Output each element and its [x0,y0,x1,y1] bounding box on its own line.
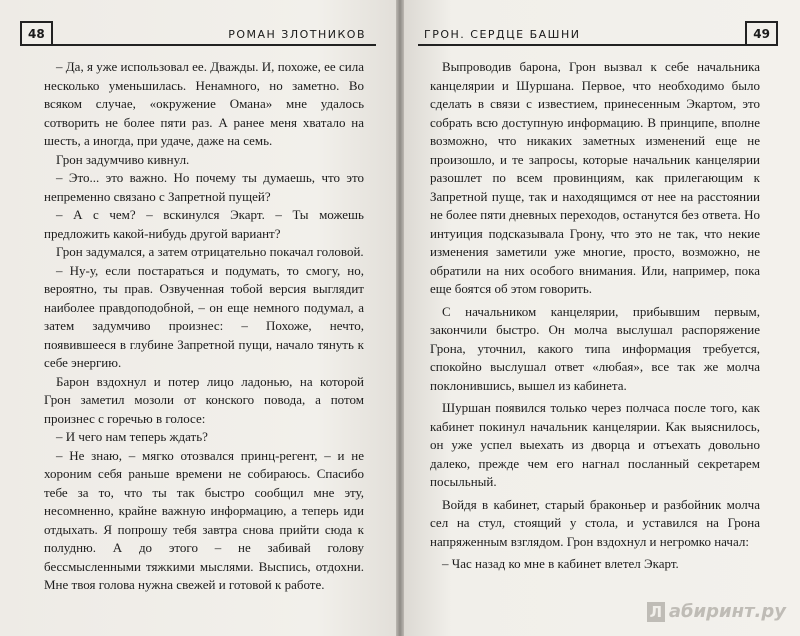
paragraph: – Это... это важно. Но почему ты думаешь, что это непременно связано с Запретной пущей? [44,170,364,204]
paragraph: – Не знаю, – мягко отозвался принц-регент, – и не хороним себя раньше времени не собираюсь. Спасибо тебе за то, что ты так быстро сообщил мне эту, несомненно, крайне важную информацию, а теперь иди отдыхать. Я попрошу тебя завтра снова прийти сюда к полудню. А до этого – не забивай голову бессмысленными тяжкими мыслями. Выспись, отдохни. Мне твоя голова нужна свежей и готовой к работе. [44,447,364,592]
paragraph: – Час назад ко мне в кабинет влетел Экарт. [442,556,679,571]
book-gutter [396,0,404,636]
paragraph: Шуршан появился только через полчаса после того, как кабинет покинул начальник канцелярии. Как выяснилось, он уже успел выехать из дворца и отъехать довольно далеко, прежде чем его нагнал посланный секретарем посыльный. [430,400,760,489]
paragraph: Войдя в кабинет, старый браконьер и разбойник молча сел на стул, стоящий у стола, и уставился на Грона напряженным взглядом. Грон вздохнул и негромко начал: [430,496,760,549]
labirint-watermark [647,601,786,622]
paragraph: С начальником канцелярии, прибывшим первым, закончили быстро. Он молча выслушал распоряжение Грона, уточнил, какого типа информация требуется, спокойно выслушал ответ «любая», все так же молча поклонившись, вышел из кабинета. [430,303,760,393]
right-page [404,0,800,636]
right-page-number: 49 [745,21,778,44]
paragraph: Грон задумчиво кивнул. [56,151,190,167]
right-page-text [430,58,760,574]
left-running-title: РОМАН ЗЛОТНИКОВ [228,28,366,41]
left-page-header [20,18,376,46]
paragraph: Грон задумался, а затем отрицательно покачал головой. [56,244,364,259]
paragraph: Выпроводив барона, Грон вызвал к себе начальника канцелярии и Шуршана. Первое, что необходимо было сделать в связи с известием, принесенным Экартом, это собрать всю доступную информацию. В принципе, вполне возможно, что никаких заметных изменений еще не произошло, и те запросы, которые начальник канцелярии разошлет по всем провинциям, как прилегающим к Запретной пуще, так и находящимся от нее на расстоянии не более пяти дневных переходов, останутся без ответа. Но интуиция подсказывала Грону, что это не так, что некие изменения заметили уже многие, просто, возможно, не обратили на них особого внимания. Или, например, пока еще боятся об этом говорить. [430,59,760,296]
left-page [0,0,396,636]
watermark-text: абиринт.ру [668,601,786,622]
left-page-number: 48 [20,21,53,44]
paragraph: – И чего нам теперь ждать? [56,429,208,444]
paragraph: – Ну-у, если постараться и подумать, то смогу, но, вероятно, ты прав. Озвученная тобой версия выглядит наиболее правдоподобной, – он еще немного подумал, а затем задумчиво произнес: – Похоже, нечто, появившееся в глубине Запретной пущи, начало тянуть к себе энергию. [44,262,364,370]
paragraph: – А с чем? – вскинулся Экарт. – Ты можешь предложить какой-нибудь другой вариант? [44,207,364,241]
paragraph: – Да, я уже использовал ее. Дважды. И, похоже, ее сила несколько уменьшилась. Ненамного, но заметно. Во всяком случае, «окружение Омана» мне удалось сотворить не более пяти раз. А ранее меня хватало на шесть, а иногда, при удаче, даже на семь. [44,59,364,148]
labirint-logo-icon: Л [647,602,665,622]
paragraph: Барон вздохнул и потер лицо ладонью, на которой Грон заметил мозоли от конского повода, а потом произнес с горечью в голосе: [44,373,364,426]
left-page-text [44,58,364,595]
right-page-header [418,18,778,46]
right-running-title: ГРОН. СЕРДЦЕ БАШНИ [424,28,581,41]
